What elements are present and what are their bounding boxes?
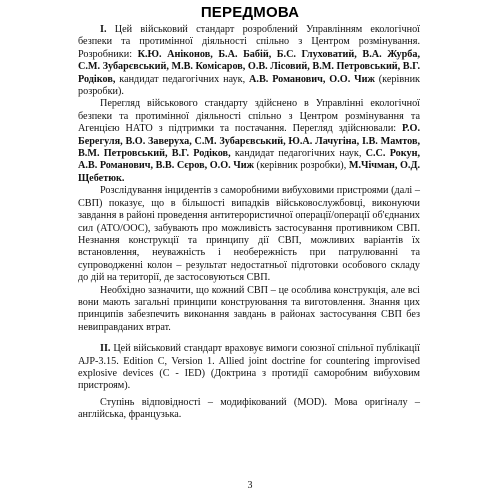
page-heading: ПЕРЕДМОВА (200, 4, 300, 21)
paragraph-text: кандидат педагогічних наук, (230, 148, 366, 160)
page-number: 3 (247, 480, 253, 491)
paragraph-investigation: Розслідування інцидентів з саморобними вибуховими пристроями (далі – СВП) показує, що в більшості випадків військовослужбовці, виконуючи завдання в районі проведення антитерористичної операції/операції об'єднаних сил (АТО/ООС), забувають про можливість застосування противником СВП. Незнання конструкції та принципу дії СВП, можливих варіантів їх встановлення, неуважність і необережність при патрулюванні та супроводженні колон – результат недостатньої підготовки особового складу до дій на території, де застосовуються СВП. (78, 185, 420, 284)
document-body (78, 24, 420, 422)
authors-list: А.В. Романович, О.О. Чиж (249, 73, 375, 85)
paragraph-developers (78, 24, 420, 98)
authors-list: Р.О. Берегуля, В.О. Заверуха, С.М. Зубарєвський, Ю.А. Лачугіна, І.В. Мамтов, В.М. Петровський, В.Г. Родіков, (78, 123, 420, 160)
paragraph-text: (керівник розробки). (78, 73, 420, 98)
paragraph-text: кандидат педагогічних наук, (115, 73, 250, 85)
authors-list: С.С. Рокун, А.В. Романович, В.В. Сєров, О.О. Чиж (78, 148, 421, 172)
paragraph-text: Цей військовий стандарт розроблений Управлінням екологічної безпеки та протимінної діяльності спільно з Центром розмінування. Розробники: (78, 24, 420, 60)
authors-list: М.Чічман, О.Д. Щебетюк. (78, 160, 421, 184)
paragraph-text: Перегляд військового стандарту здійснено в Управлінні екологічної безпеки та протимінної діяльності спільно з Центром розмінування та Агенцією НАТО з підтримки та постачання. Перегляд здійснювали: (78, 98, 420, 135)
paragraph-publication (78, 343, 420, 393)
paragraph-conformity: Ступінь відповідності – модифікований (MOD). Мова оригіналу – англійська, французька. (78, 396, 420, 421)
section-number: II. (100, 343, 111, 355)
paragraph-text: Цей військовий стандарт враховує вимоги союзної спільної публікації AJP-3.15. Edition C, Version 1. Allied joint doctrine for countering improvised explosive devices (C - IED) (Доктрина з протидії саморобним вибуховим пристроям). (78, 343, 420, 392)
paragraph-note: Необхідно зазначити, що кожний СВП – це особлива конструкція, але всі вони мають загальні принципи конструювання та виготовлення. Знання цих принципів забезпечить виконання завдань в районах застосування СВП без невиправданих втрат. (78, 284, 420, 333)
paragraph-text: (керівник розробки), (253, 160, 349, 172)
section-number: I. (100, 24, 107, 35)
authors-list: К.Ю. Аніконов, Б.А. Бабій, Б.С. Глуховатий, В.А. Журба, С.М. Зубарєвський, М.В. Комісаров, О.В. Лісовий, В.М. Петровський, В.Г. Родіков, (78, 48, 421, 85)
paragraph-revision (78, 98, 420, 185)
